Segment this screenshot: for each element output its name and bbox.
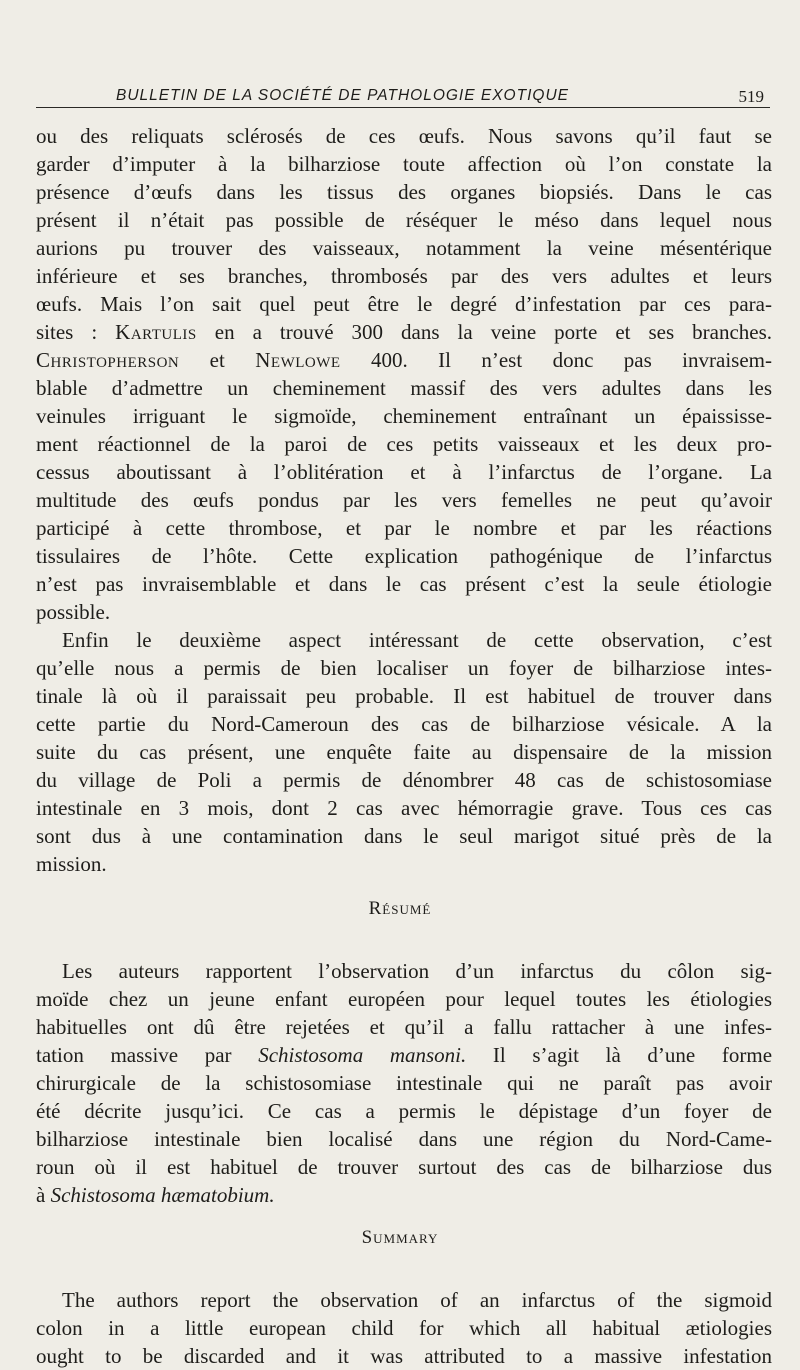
text-line: multitude des œufs pondus par les vers femelles ne peut qu’avoir: [36, 488, 772, 512]
text-line: bilharziose intestinale bien localisé dans une région du Nord-Came-: [36, 1127, 772, 1151]
text-line: [36, 346, 772, 374]
author-name: Kartulis: [115, 320, 197, 344]
text-line: moïde chez un jeune enfant européen pour lequel toutes les étiologies: [36, 987, 772, 1011]
text-line: intestinale en 3 mois, dont 2 cas avec hémorragie grave. Tous ces cas: [36, 796, 772, 820]
text-fragment: sites :: [36, 320, 98, 344]
text-line: cette partie du Nord-Cameroun des cas de bilharziose vésicale. A la: [36, 712, 772, 736]
text-line: qu’elle nous a permis de bien localiser un foyer de bilharziose intes-: [36, 656, 772, 680]
text-line: Enfin le deuxième aspect intéressant de cette observation, c’est: [62, 628, 772, 652]
text-line: roun où il est habituel de trouver surtout des cas de bilharziose dus: [36, 1155, 772, 1179]
text-line: du village de Poli a permis de dénombrer 48 cas de schistosomiase: [36, 768, 772, 792]
summary-heading: Summary: [361, 1227, 439, 1248]
text-line: ought to be discarded and it was attributed to a massive infestation: [36, 1344, 772, 1368]
author-name: Christopherson: [36, 348, 180, 372]
text-line: été décrite jusqu’ici. Ce cas a permis le dépistage d’un foyer de: [36, 1099, 772, 1123]
text-line: [36, 318, 772, 346]
text-fragment: 400. Il n’est donc pas invraisem-: [370, 348, 772, 372]
text-fragment: à: [36, 1183, 46, 1207]
text-fragment: en a trouvé 300 dans la veine porte et ses branches.: [214, 320, 773, 344]
species-name: Schistosoma hæmatobium.: [50, 1183, 275, 1207]
text-line: présence d’œufs dans les tissus des organes biopsiés. Dans le cas: [36, 180, 772, 204]
text-fragment: et: [209, 348, 225, 372]
species-name: Schistosoma mansoni.: [258, 1043, 467, 1067]
journal-title: BULLETIN DE LA SOCIÉTÉ DE PATHOLOGIE EXOTIQUE: [116, 87, 569, 104]
text-line: Les auteurs rapportent l’observation d’un infarctus du côlon sig-: [62, 959, 772, 983]
text-line: n’est pas invraisemblable et dans le cas présent c’est la seule étiologie: [36, 572, 772, 596]
text-line: possible.: [36, 600, 111, 624]
text-line: mission.: [36, 852, 107, 876]
text-line: cessus aboutissant à l’oblitération et à l’infarctus de l’organe. La: [36, 460, 772, 484]
text-line: œufs. Mais l’on sait quel peut être le degré d’infestation par ces para-: [36, 292, 772, 316]
text-line: veinules irriguant le sigmoïde, cheminement entraînant un épaississe-: [36, 404, 772, 428]
text-line: colon in a little european child for which all habitual ætiologies: [36, 1316, 772, 1340]
text-line: chirurgicale de la schistosomiase intestinale qui ne paraît pas avoir: [36, 1071, 772, 1095]
text-line: présent il n’était pas possible de réséquer le méso dans lequel nous: [36, 208, 772, 232]
text-line: ou des reliquats sclérosés de ces œufs. Nous savons qu’il faut se: [36, 124, 772, 148]
author-name: Newlowe: [255, 348, 341, 372]
resume-heading: Résumé: [368, 898, 432, 919]
text-line: garder d’imputer à la bilharziose toute affection où l’on constate la: [36, 152, 772, 176]
page-number: 519: [738, 87, 764, 106]
text-line: participé à cette thrombose, et par le nombre et par les réactions: [36, 516, 772, 540]
text-line: suite du cas présent, une enquête faite au dispensaire de la mission: [36, 740, 772, 764]
text-line: tinale là où il paraissait peu probable. Il est habituel de trouver dans: [36, 684, 772, 708]
text-line: aurions pu trouver des vaisseaux, notamment la veine mésentérique: [36, 236, 772, 260]
text-line: ment réactionnel de la paroi de ces petits vaisseaux et les deux pro-: [36, 432, 772, 456]
text-line: blable d’admettre un cheminement massif des vers adultes dans les: [36, 376, 772, 400]
text-fragment: Il s’agit là d’une forme: [492, 1043, 773, 1067]
text-line: sont dus à une contamination dans le seul marigot situé près de la: [36, 824, 772, 848]
text-line: inférieure et ses branches, thrombosés par des vers adultes et leurs: [36, 264, 772, 288]
text-line: habituelles ont dû être rejetées et qu’il a fallu rattacher à une infes-: [36, 1015, 772, 1039]
text-line: The authors report the observation of an infarctus of the sigmoid: [62, 1288, 772, 1312]
text-fragment: tation massive par: [36, 1043, 232, 1067]
text-line: tissulaires de l’hôte. Cette explication pathogénique de l’infarctus: [36, 544, 772, 568]
text-line: [36, 1181, 772, 1209]
running-header: [36, 83, 770, 108]
text-line: [36, 1041, 772, 1069]
